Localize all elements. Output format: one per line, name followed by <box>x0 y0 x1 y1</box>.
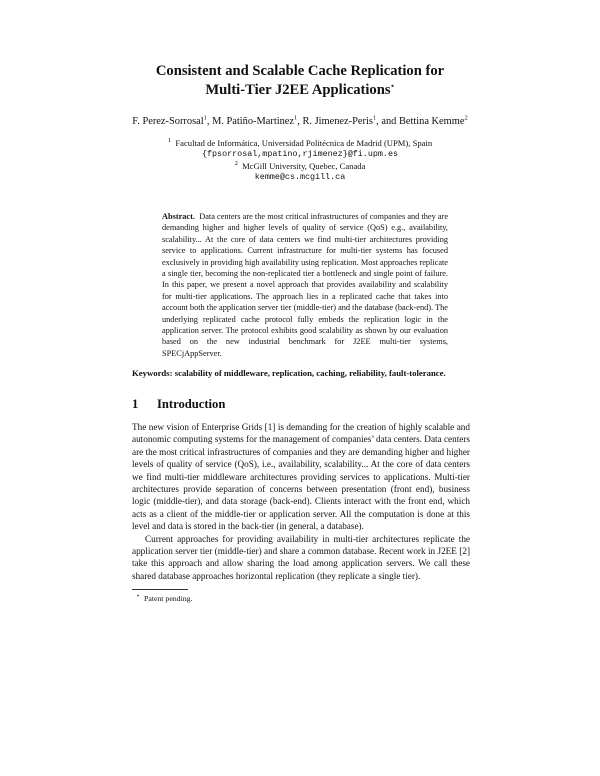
author-1: F. Perez-Sorrosal$^1$, <box>132 114 213 127</box>
author-list <box>0 116 600 127</box>
affiliations <box>0 138 600 184</box>
title-line-2: Multi-Tier J2EE Applications⋆ <box>205 82 395 98</box>
title-footnote-mark: ⋆ <box>390 83 395 91</box>
section-heading <box>132 397 225 412</box>
abstract-text: Data centers are the most critical infrastructures of companies and they are demanding higher and higher levels of quality of service (QoS) e.g., availability, scalability... At the core of data centers we find multi-tier architectures providing service to applications. Current infrastructure for multi-tier systems has focused exclusively in providing high availability using replication. Most approaches replicate a single tier, becoming the non-replicated tier a bottleneck and single point of failure. In this paper, we present a novel approach that provides availability and scalability for multi-tier applications. The approach lies in a replicated cache that takes into account both the application server tier (middle-tier) and the database (back-end). The underlying replicated cache protocol fully embeds the replication logic in the application server. The protocol exhibits good scalability as shown by our evaluation based on the new industrial benchmark for J2EE multi-tier systems, SPECjAppServer. <box>162 212 448 358</box>
paper-title <box>0 62 600 100</box>
abstract-label: Abstract. <box>162 212 195 221</box>
affiliation-2-email: kemme@cs.mcgill.ca <box>254 172 346 183</box>
keywords: Keywords: scalability of middleware, replication, caching, reliability, fault-tolerance. <box>132 368 446 378</box>
paragraph: Current approaches for providing availability in multi-tier architectures replicate the application server tier (middle-tier) and share a common database. Recent work in J2EE [2] take this approach and allow sharing the load among application servers. We call these shared database approaches horizontal replication (they replicate a single tier). <box>132 533 470 581</box>
section-number: 1 <box>132 397 139 411</box>
footnote <box>136 594 193 603</box>
footnote-mark: ⋆ <box>136 592 141 600</box>
affiliation-1-email: {fpsorrosal,mpatino,rjimenez}@fi.upm.es <box>201 149 398 160</box>
section-body <box>132 421 470 582</box>
footnote-rule <box>132 589 188 590</box>
author-2: M. Patiño-Martinez$^1$, <box>212 114 303 127</box>
section-title: Introduction <box>157 397 226 411</box>
title-line-1: Consistent and Scalable Cache Replication for <box>155 63 445 79</box>
author-3: R. Jimenez-Peris$^1$, and <box>302 114 399 127</box>
abstract <box>162 211 448 359</box>
affiliation-2: $^2$ McGill University, Quebec, Canada <box>234 159 366 171</box>
author-4: Bettina Kemme$^2$ <box>398 114 468 127</box>
affiliation-1: $^1$ Facultad de Informática, Universidad Politécnica de Madrid (UPM), Spain <box>167 137 433 148</box>
paragraph: The new vision of Enterprise Grids [1] is demanding for the creation of highly scalable and autonomic computing systems for the management of companies’ data centers. Data centers are the most critical infrastructures of companies and they are demanding higher and higher levels of quality of service (QoS), i.e., availability, scalability... At the core of data centers we find multi-tier middleware architectures providing services to applications. Multi-tier architectures provide separation of concerns between presentation (front end), business logic (middle-tier), and data storage (back-end). Clients interact with the front end, which acts as a client of the middle-tier or application server. All the computation is done at this level and data is stored in the back-tier (in general, a database). <box>132 422 470 532</box>
footnote-text: Patent pending. <box>143 594 193 603</box>
